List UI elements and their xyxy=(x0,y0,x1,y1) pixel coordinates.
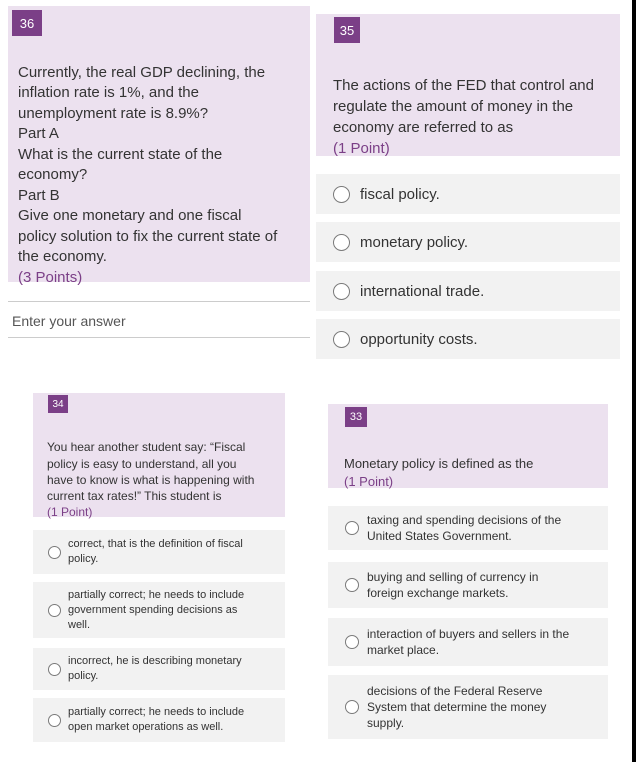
q35-option-international-trade[interactable] xyxy=(316,271,620,311)
q34-option-incorrect[interactable] xyxy=(33,648,285,690)
radio-button[interactable] xyxy=(48,546,61,559)
radio-button[interactable] xyxy=(333,186,350,203)
q35-option-monetary-policy[interactable] xyxy=(316,222,620,262)
q34-option-correct[interactable] xyxy=(33,530,285,574)
question-body: Monetary policy is defined as the xyxy=(344,456,534,471)
question-points: (1 Point) xyxy=(333,140,390,157)
question-body: Currently, the real GDP declining, the inflation rate is 1%, and the unemployment rate is 8.9%? Part A What is the current state of the economy? Part B Give one monetary and one fiscal policy solution to fix the current state of the economy. xyxy=(18,63,278,265)
question-body: You hear another student say: “Fiscal policy is easy to understand, all you have to know is what is happening with current tax rates!” This student is xyxy=(47,440,255,504)
screen-edge xyxy=(632,0,636,762)
q33-option-buyers-sellers[interactable] xyxy=(328,618,608,666)
q35-option-fiscal-policy[interactable] xyxy=(316,174,620,214)
q34-option-partially-correct-government[interactable] xyxy=(33,582,285,638)
question-35-card xyxy=(316,14,620,156)
radio-button[interactable] xyxy=(345,521,359,535)
option-label: buying and selling of currency in foreign exchange markets. xyxy=(367,570,539,600)
answer-divider-top xyxy=(8,301,310,302)
question-number-badge: 36 xyxy=(12,10,42,36)
question-points: (3 Points) xyxy=(18,268,83,286)
option-label: partially correct; he needs to include government spending decisions as well. xyxy=(68,588,245,631)
question-text xyxy=(18,42,310,309)
question-text xyxy=(47,423,283,537)
radio-button[interactable] xyxy=(345,578,359,592)
question-text xyxy=(333,54,620,180)
q33-option-taxing-spending[interactable] xyxy=(328,506,608,550)
q34-option-partially-correct-open-market[interactable] xyxy=(33,698,285,742)
question-33-card xyxy=(328,404,608,488)
answer-input[interactable] xyxy=(12,311,302,331)
answer-divider-bottom xyxy=(8,337,310,338)
question-text xyxy=(344,437,606,509)
question-number-badge: 33 xyxy=(345,407,367,427)
radio-button[interactable] xyxy=(345,700,359,714)
radio-button[interactable] xyxy=(333,283,350,300)
option-label: interaction of buyers and sellers in the market place. xyxy=(367,627,570,657)
question-points: (1 Point) xyxy=(47,505,93,520)
question-36-card xyxy=(8,6,310,286)
option-label: correct, that is the definition of fiscal policy. xyxy=(68,538,243,565)
question-number-badge: 35 xyxy=(334,17,360,43)
option-label: fiscal policy. xyxy=(360,185,440,203)
question-body: The actions of the FED that control and regulate the amount of money in the economy are referred to as xyxy=(333,77,594,136)
radio-button[interactable] xyxy=(333,331,350,348)
option-label: decisions of the Federal Reserve System that determine the money supply. xyxy=(367,684,547,730)
option-label: international trade. xyxy=(360,282,485,300)
q35-option-opportunity-costs[interactable] xyxy=(316,319,620,359)
option-label: partially correct; he needs to include open market operations as well. xyxy=(68,706,245,733)
radio-button[interactable] xyxy=(333,234,350,251)
q33-option-federal-reserve[interactable] xyxy=(328,675,608,739)
radio-button[interactable] xyxy=(345,635,359,649)
radio-button[interactable] xyxy=(48,714,61,727)
option-label: monetary policy. xyxy=(360,233,469,251)
option-label: incorrect, he is describing monetary policy. xyxy=(68,655,242,682)
radio-button[interactable] xyxy=(48,663,61,676)
q33-option-currency[interactable] xyxy=(328,562,608,608)
question-34-card xyxy=(33,393,285,520)
question-points: (1 Point) xyxy=(344,474,394,489)
option-label: opportunity costs. xyxy=(360,330,478,348)
radio-button[interactable] xyxy=(48,604,61,617)
option-label: taxing and spending decisions of the United States Government. xyxy=(367,513,562,543)
question-number-badge: 34 xyxy=(48,395,68,413)
